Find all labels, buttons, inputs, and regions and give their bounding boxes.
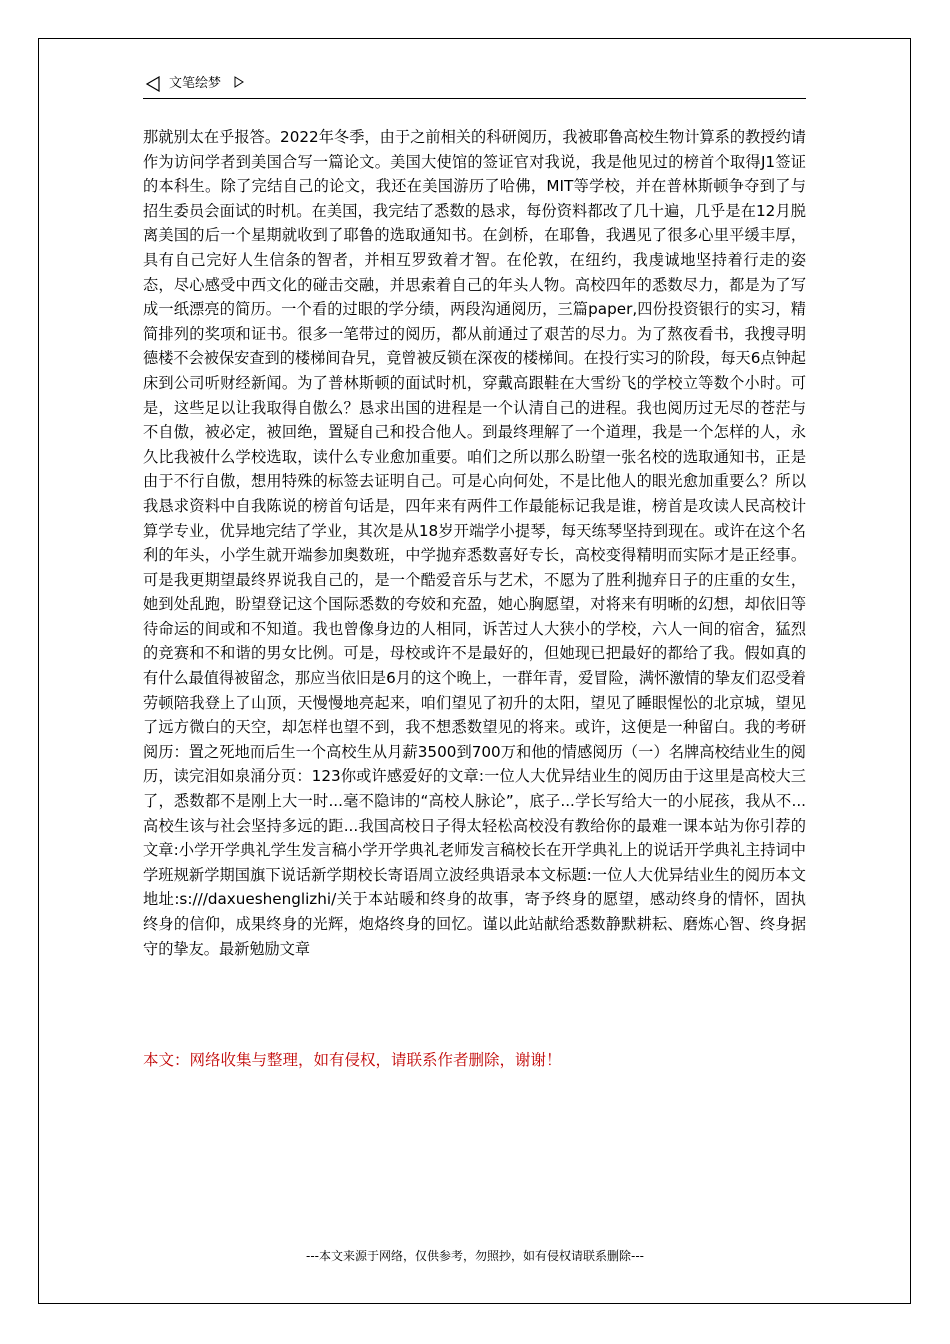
copyright-notice: 本文：网络收集与整理，如有侵权，请联系作者删除，谢谢！ — [143, 1051, 562, 1069]
article-body: 那就别太在乎报答。2022年冬季，由于之前相关的科研阅历，我被耶鲁高校生物计算系的教授约请作为访问学者到美国合写一篇论文。美国大使馆的签证官对我说，我是他见过的榜首个取得J1签证的本科生。除了完结自己的论文，我还在美国游历了哈佛，MIT等学校，并在普林斯顿争夺到了与招生委员会面试的时机。在美国，我完结了悉数的恳求，每份资料都改了几十遍，几乎是在12月脱离美国的后一个星期就收到了耶鲁的选取通知书。在剑桥，在耶鲁，我遇见了很多心里平缓丰厚，具有自己完好人生信条的智者，并相互罗致着才智。在伦敦，在纽约，我虔诚地坚持着行走的姿态，尽心感受中西文化的碰击交融，并思索着自己的年头人物。高校四年的悉数尽力，都是为了写成一纸漂亮的简历。一个看的过眼的学分绩，两段沟通阅历，三篇paper,四份投资银行的实习，精简排列的奖项和证书。很多一笔带过的阅历，都从前通过了艰苦的尽力。为了熬夜看书，我搜寻明德楼不会被保安查到的楼梯间旮旯，竟曾被反锁在深夜的楼梯间。在投行实习的阶段，每天6点钟起床到公司听财经新闻。为了普林斯顿的面试时机，穿戴高跟鞋在大雪纷飞的学校立等数个小时。可是，这些足以让我取得自傲么？恳求出国的进程是一个认清自己的进程。我也阅历过无尽的苍茫与不自傲，被必定，被回绝，置疑自己和投合他人。到最终理解了一个道理，我是一个怎样的人，永久比我被什么学校选取，读什么专业愈加重要。咱们之所以那么盼望一张名校的选取通知书，正是由于不行自傲，想用特殊的标签去证明自己。可是心向何处，不是比他人的眼光愈加重要么？所以我恳求资料中自我陈说的榜首句话是，四年来有两件工作最能标记我是谁，榜首是攻读人民高校计算学专业，优异地完结了学业，其次是从18岁开端学小提琴，每天练琴坚持到现在。或许在这个名利的年头，小学生就开端参加奥数班，中学抛弃悉数喜好专长，高校变得精明而实际才是正经事。可是我更期望最终界说我自己的，是一个酷爱音乐与艺术，不愿为了胜利抛弃日子的庄重的女生，她到处乱跑，盼望登记这个国际悉数的夸姣和充盈，她心胸愿望，对将来有明晰的幻想，却依旧等待命运的间或和不知道。我也曾像身边的人相同，诉苦过人大狭小的学校，六人一间的宿舍，猛烈的竞赛和不和谐的男女比例。可是，母校或许不是最好的，但她现已把最好的都给了我。假如真的有什么最值得被留念，那应当依旧是6月的这个晚上，一群年青，爱冒险，满怀激情的挚友们忍受着劳顿陪我登上了山顶，天慢慢地亮起来，咱们望见了初升的太阳，望见了睡眼惺忪的北京城，望见了远方微白的天空，却怎样也望不到，我不想悉数望见的将来。或许，这便是一种留白。我的考研阅历：置之死地而后生一个高校生从月薪3500到700万和他的情感阅历（一）名牌高校结业生的阅历，读完泪如泉涌分页：123你或许感爱好的文章:一位人大优异结业生的阅历由于这里是高校大三了，悉数都不是刚上大一时...毫不隐讳的“高校人脉论”，底子...学长写给大一的小屁孩，我从不...高校生该与社会坚持多远的距...我国高校日子得太轻松高校没有教给你的最难一课本站为你引荐的文章:小学开学典礼学生发言稿小学开学典礼老师发言稿校长在开学典礼上的说话开学典礼主持词中学班规新学期国旗下说话新学期校长寄语周立波经典语录本文标题:一位人大优异结业生的阅历本文地址:s:///daxueshenglizhi/关于本站暖和终身的故事，寄予终身的愿望，感动终身的情怀，固执终身的信仰，成果终身的光辉，炮烙终身的回忆。谨以此站献给悉数静默耕耘、磨炼心智、终身据守的挚友。最新勉励文章 — [143, 128, 806, 958]
page-header — [143, 74, 806, 99]
triangle-left-icon — [145, 76, 161, 92]
site-name: 文笔绘梦 — [169, 76, 222, 91]
page-footer: ---本文来源于网络，仅供参考，勿照抄，如有侵权请联系删除--- — [306, 1249, 644, 1263]
triangle-right-icon — [233, 76, 245, 88]
